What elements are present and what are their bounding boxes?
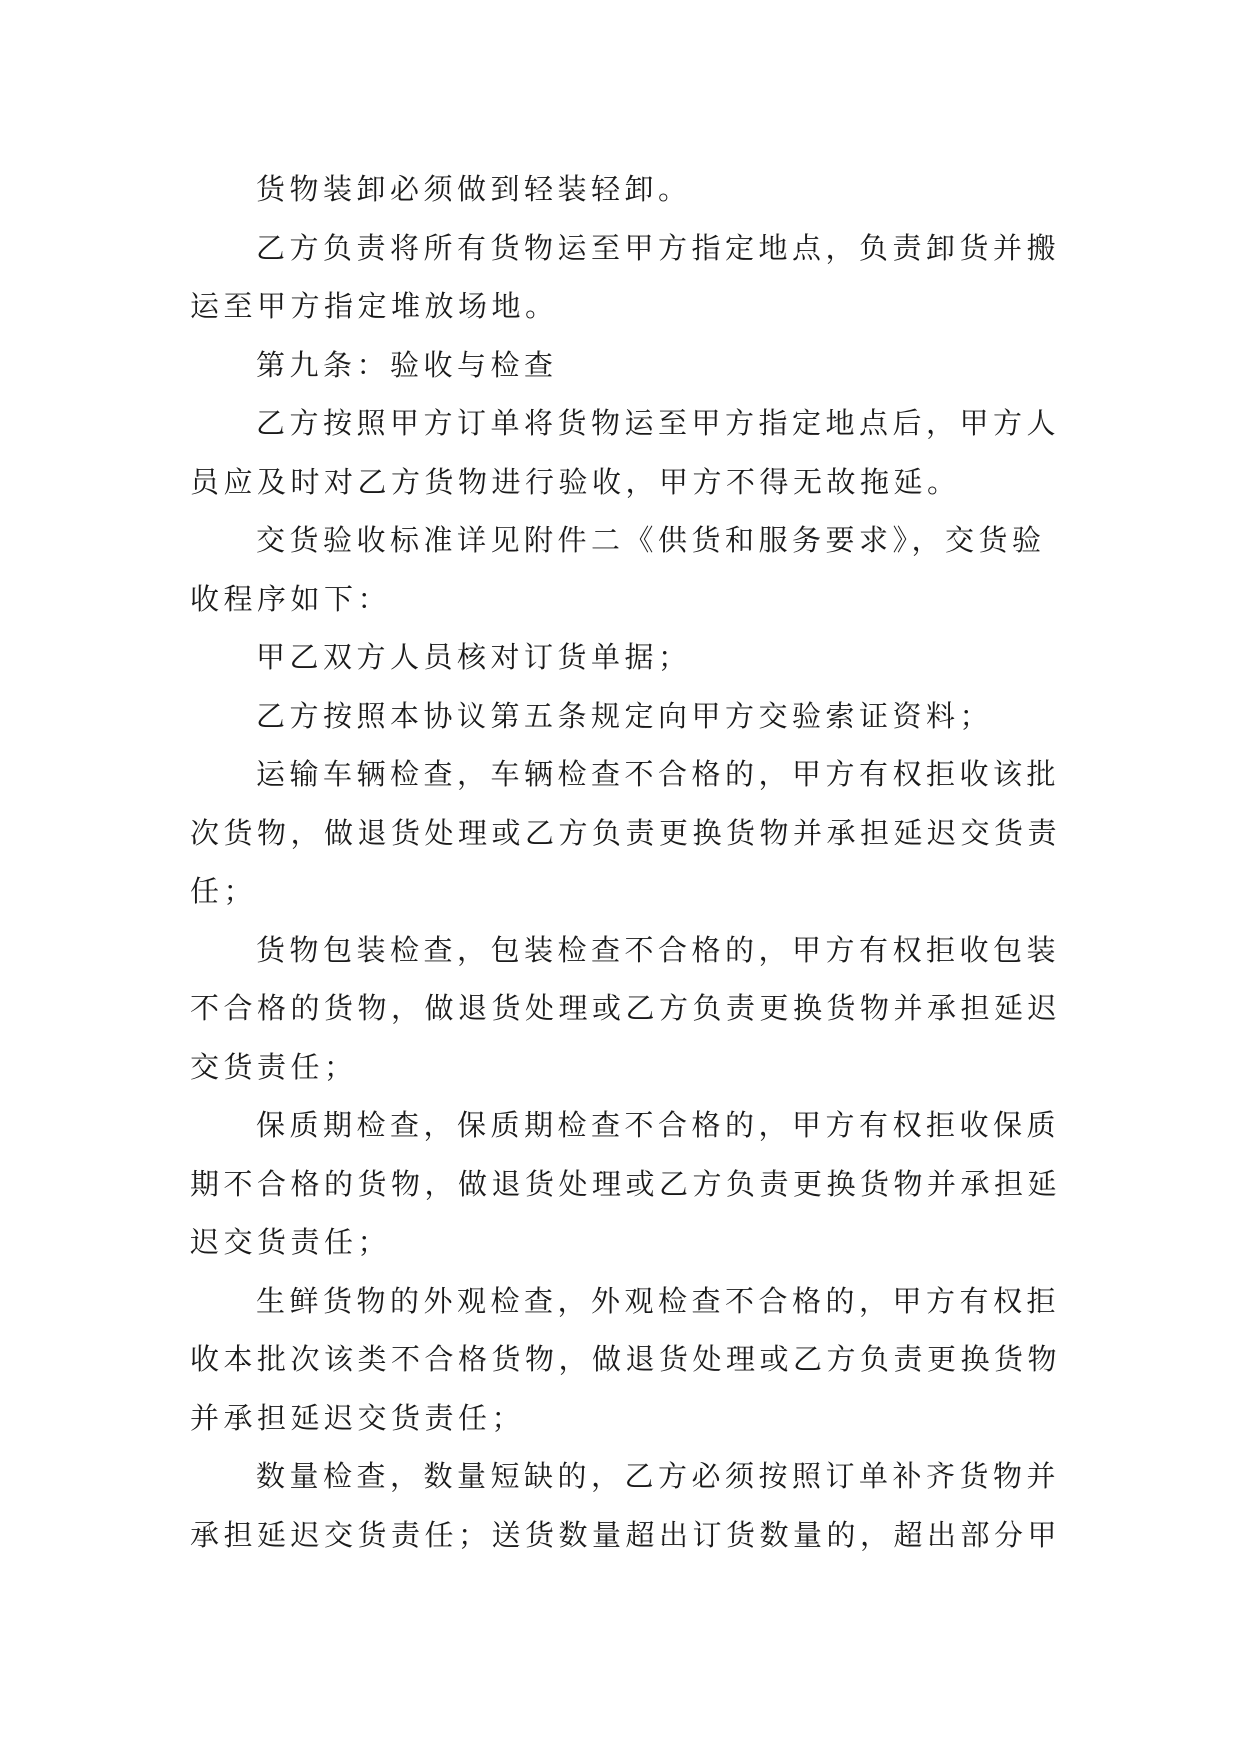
- text-line: 货物装卸必须做到轻装轻卸。: [256, 172, 692, 206]
- text-line: 第九条：验收与检查: [256, 347, 558, 382]
- text-line: 生鲜货物的外观检查，外观检查不合格的，甲方有权拒: [256, 1283, 1061, 1318]
- text-line: 任；: [190, 874, 258, 908]
- paragraph: [190, 160, 1060, 219]
- text-line: 运至甲方指定堆放场地。: [190, 289, 559, 323]
- text-line: 运输车辆检查，车辆检查不合格的，甲方有权拒收该批: [256, 757, 1061, 791]
- paragraph: [190, 1272, 1060, 1448]
- paragraph: [190, 219, 1060, 336]
- paragraph: [190, 628, 1060, 687]
- text-line: 次货物，做退货处理或乙方负责更换货物并承担延迟交货责: [190, 815, 1062, 850]
- text-line: 收程序如下：: [190, 581, 392, 616]
- text-line: 乙方按照本协议第五条规定向甲方交验索证资料；: [256, 698, 994, 733]
- text-line: 保质期检查，保质期检查不合格的，甲方有权拒收保质: [256, 1108, 1061, 1142]
- text-line: 承担延迟交货责任；送货数量超出订货数量的，超出部分甲: [190, 1517, 1062, 1552]
- text-line: 数量检查，数量短缺的，乙方必须按照订单补齐货物并: [256, 1459, 1061, 1493]
- text-line: 交货责任；: [190, 1049, 358, 1084]
- document-body: [190, 160, 1060, 1564]
- paragraph: [190, 687, 1060, 746]
- text-line: 收本批次该类不合格货物，做退货处理或乙方负责更换货物: [190, 1342, 1062, 1376]
- text-line: 乙方按照甲方订单将货物运至甲方指定地点后，甲方人: [256, 406, 1061, 440]
- text-line: 交货验收标准详见附件二《供货和服务要求》，交货验: [256, 523, 1046, 557]
- text-line: 期不合格的货物，做退货处理或乙方负责更换货物并承担延: [190, 1166, 1062, 1201]
- text-line: 并承担延迟交货责任；: [190, 1400, 526, 1435]
- paragraph: [190, 1447, 1060, 1564]
- text-line: 不合格的货物，做退货处理或乙方负责更换货物并承担延迟: [190, 991, 1062, 1025]
- text-line: 员应及时对乙方货物进行验收，甲方不得无故拖延。: [190, 464, 961, 499]
- text-line: 迟交货责任；: [190, 1225, 392, 1259]
- text-line: 甲乙双方人员核对订货单据；: [256, 640, 692, 674]
- paragraph: [190, 921, 1060, 1097]
- paragraph: [190, 511, 1060, 628]
- paragraph: [190, 745, 1060, 921]
- paragraph: [190, 1096, 1060, 1272]
- text-line: 货物包装检查，包装检查不合格的，甲方有权拒收包装: [256, 932, 1061, 967]
- paragraph: [190, 394, 1060, 511]
- text-line: 乙方负责将所有货物运至甲方指定地点，负责卸货并搬: [256, 230, 1061, 265]
- paragraph: [190, 336, 1060, 395]
